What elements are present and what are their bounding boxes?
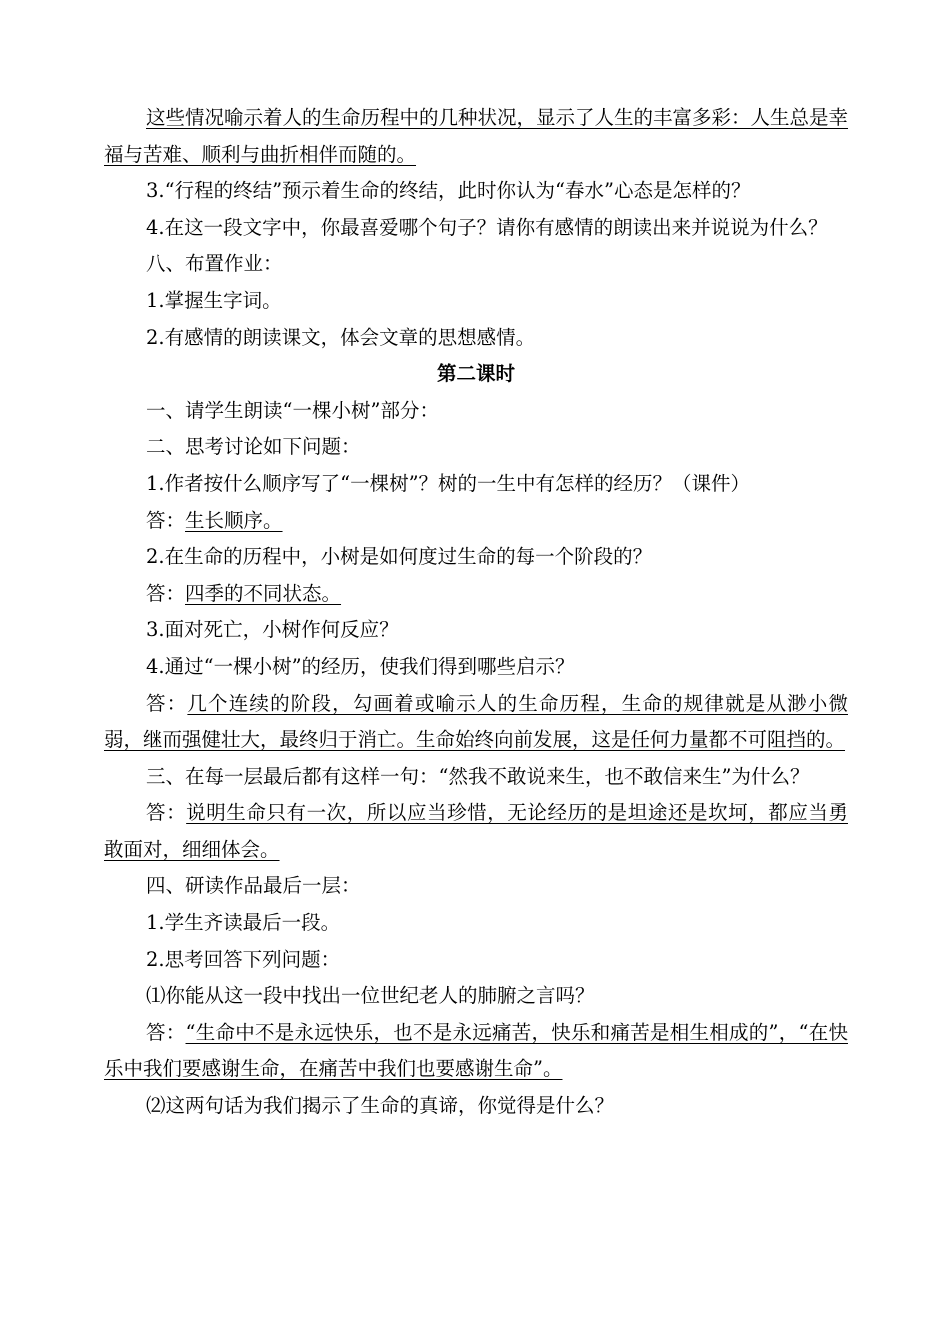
question-4-favorite-sentence: 4.在这一段文字中，你最喜爱哪个句子？请你有感情的朗读出来并说说为什么？	[146, 215, 828, 239]
answer-4	[104, 686, 848, 759]
homework-item-1: 1.掌握生字词。	[146, 288, 282, 312]
answer-1	[104, 503, 848, 540]
answer-label: 答：	[146, 1020, 186, 1044]
answer-2	[104, 576, 848, 613]
section-1-read-tree: 一、请学生朗读“一棵小树”部分：	[146, 398, 439, 422]
sub-question-1: ⑴你能从这一段中找出一位世纪老人的肺腑之言吗？	[146, 984, 595, 1008]
lesson-heading: 第二课时	[436, 362, 515, 386]
answer-label: 答：	[146, 581, 186, 605]
section-2-discussion: 二、思考讨论如下问题：	[146, 435, 361, 459]
question-4-inspiration: 4.通过“一棵小树”的经历，使我们得到哪些启示？	[146, 654, 575, 678]
sub-question-2: ⑵这两句话为我们揭示了生命的真谛，你觉得是什么？	[146, 1094, 615, 1118]
step-1-read-aloud: 1.学生齐读最后一段。	[146, 911, 341, 935]
answer-sub-question-1	[104, 1015, 848, 1088]
section-4-last-layer: 四、研读作品最后一层：	[146, 874, 361, 898]
question-2-stages: 2.在生命的历程中，小树是如何度过生命的每一个阶段的？	[146, 545, 653, 569]
answer-label: 答：	[146, 508, 186, 532]
answer-text: 生长顺序。	[185, 508, 283, 532]
answer-label: 答：	[146, 691, 188, 715]
question-3-end-of-journey: 3.“行程的终结”预示着生命的终结，此时你认为“春水”心态是怎样的？	[146, 179, 751, 203]
homework-item-2: 2.有感情的朗读课文，体会文章的思想感情。	[146, 325, 536, 349]
question-3-death: 3.面对死亡，小树作何反应？	[146, 618, 399, 642]
answer-text: 几个连续的阶段，勾画着或喻示人的生命历程，生命的规律就是从渺小微弱，继而强健壮大，最终归于消亡。生命始终向前发展，这是任何力量都不可阻挡的。	[104, 691, 848, 752]
step-2-answer-questions: 2.思考回答下列问题：	[146, 947, 341, 971]
answer-text: “生命中不是永远快乐，也不是永远痛苦，快乐和痛苦是相生相成的”，“在快乐中我们要感谢生命，在痛苦中我们也要感谢生命”。	[104, 1020, 848, 1081]
answer-text: 说明生命只有一次，所以应当珍惜，无论经历的是坦途还是坎坷，都应当勇敢面对，细细体会。	[104, 801, 848, 861]
answer-text: 四季的不同状态。	[185, 581, 342, 605]
answer-label: 答：	[146, 801, 187, 825]
question-1-order: 1.作者按什么顺序写了“一棵树”？树的一生中有怎样的经历？（课件）	[146, 471, 751, 495]
answer-afterlife	[104, 795, 848, 868]
section-3-afterlife: 三、在每一层最后都有这样一句：“然我不敢说来生，也不敢信来生”为什么？	[146, 764, 810, 788]
paragraph-life-states: 这些情况喻示着人的生命历程中的几种状况，显示了人生的丰富多彩：人生总是幸福与苦难、顺利与曲折相伴而随的。	[104, 106, 849, 166]
section-homework: 八、布置作业：	[146, 252, 283, 276]
document-page	[104, 100, 848, 1125]
